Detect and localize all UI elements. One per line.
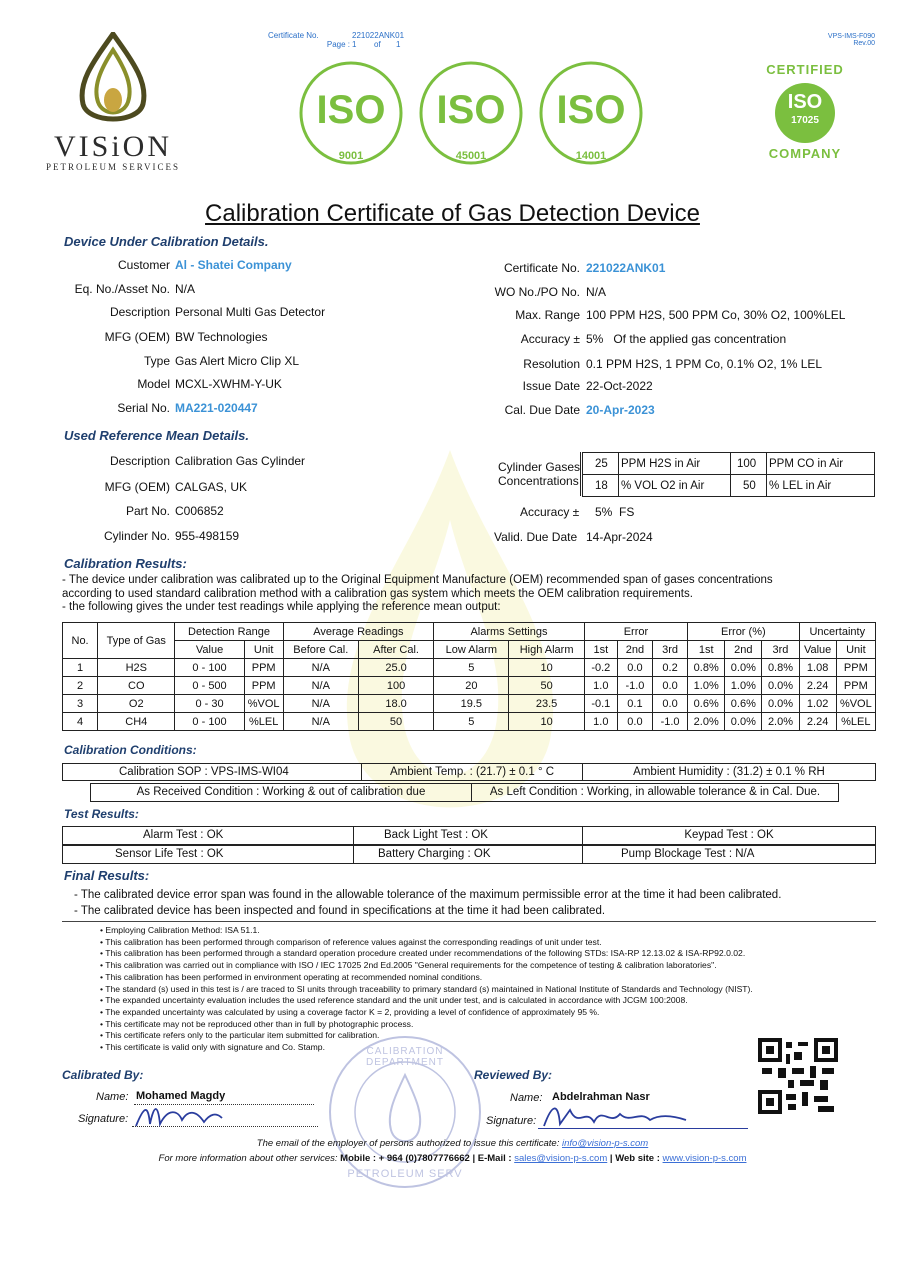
col-no: No. (63, 623, 98, 659)
tests-section-heading: Test Results: (64, 807, 139, 821)
detail-label: Cylinder No. (103, 529, 170, 543)
results-intro (62, 574, 862, 615)
col-uncertainty: Uncertainty (799, 623, 875, 641)
cell: 0.0% (762, 677, 799, 695)
cylinder-gases-table (582, 452, 875, 497)
reviewer-signature-icon (540, 1098, 690, 1130)
cell: 50 (509, 677, 584, 695)
test-battery: Battery Charging : OK (353, 845, 583, 864)
calibrator-signature-label: Signature: (78, 1113, 129, 1125)
gas-value: 25 (583, 453, 619, 475)
detail-value: Gas Alert Micro Clip XL (175, 354, 300, 368)
cell: 1.0% (725, 677, 762, 695)
cell: N/A (283, 695, 358, 713)
col-uvalue: Value (799, 641, 836, 659)
detail-label: Model (137, 377, 170, 391)
iso-badge-3 (532, 54, 650, 172)
intro-line: - The device under calibration was calibrated up to the Original Equipment Manufacture (OEM) recommended span of gases concentrations (62, 574, 773, 586)
calibrator-name-label: Name: (96, 1091, 129, 1103)
detail-value: Al - Shatei Company (175, 258, 292, 272)
footer-contact-line: For more information about other services: Mobile : + 964 (0)7807776662 | E-Mail : sales@vision-p-s.com | Web site : www.vision-p-s.com (158, 1153, 747, 1164)
detail-value: N/A (586, 285, 607, 299)
detail-label: Eq. No./Asset No. (74, 282, 170, 296)
cell: PPM (244, 659, 283, 677)
note-item: • This calibration has been performed through a standard operation procedure created under recommendations of the following STDs: ISA-RP 12.13.02 & ISA-RP92.0.02. (100, 948, 880, 960)
footer-web-label: Web site : (615, 1153, 660, 1164)
col-p1: 1st (688, 641, 725, 659)
detail-label: WO No./PO No. (494, 285, 580, 299)
final-line: - The calibrated device has been inspected and found in specifications at the time it had been calibrated. (74, 904, 606, 917)
cond-left: As Left Condition : Working, in allowable tolerance & in Cal. Due. (471, 783, 839, 802)
cell: 0 - 500 (175, 677, 244, 695)
detail-value: 0.1 PPM H2S, 1 PPM Co, 0.1% O2, 1% LEL (586, 357, 823, 371)
detail-value: 955-498159 (175, 529, 240, 543)
iso-number: 9001 (338, 150, 364, 162)
cell: 0 - 100 (175, 713, 244, 731)
cell: 1.02 (799, 695, 836, 713)
cell: 0.6% (725, 695, 762, 713)
cell: 20 (434, 677, 509, 695)
test-alarm: Alarm Test : OK (62, 826, 354, 845)
col-value: Value (175, 641, 244, 659)
cell: 0.0 (653, 695, 688, 713)
header-page-of: of (374, 40, 381, 49)
note-item: • This calibration has been performed through comparison of reference values against the corresponding readings of unit under test. (100, 937, 880, 949)
cell: 10 (509, 659, 584, 677)
reviewer-name: Abdelrahman Nasr (552, 1091, 650, 1103)
cylinder-label-2: Concentrations (498, 474, 579, 488)
cell: 1.0 (584, 713, 617, 731)
cell: 2 (63, 677, 98, 695)
detail-value: BW Technologies (175, 330, 268, 344)
cell: 18.0 (358, 695, 433, 713)
ref-accuracy-label: Accuracy ± (520, 505, 580, 519)
reviewed-by-heading: Reviewed By: (474, 1068, 553, 1082)
footer-email-prefix: The email of the employer of persons authorized to issue this certificate: (256, 1138, 560, 1149)
detail-label: Serial No. (117, 401, 170, 415)
test-keypad: Keypad Test : OK (582, 826, 876, 845)
table-row (63, 659, 876, 677)
cell: 0.0% (725, 659, 762, 677)
cond-humidity: Ambient Humidity : (31.2) ± 0.1 % RH (582, 763, 876, 781)
col-range: Detection Range (175, 623, 283, 641)
detail-value: 221022ANK01 (586, 261, 666, 275)
header-page-current: 1 (352, 40, 357, 49)
cell: 0.8% (762, 659, 799, 677)
iso-badge-2 (412, 54, 530, 172)
reviewer-signature-label: Signature: (486, 1115, 537, 1127)
cond-sop: Calibration SOP : VPS-IMS-WI04 (62, 763, 362, 781)
header-cert-value: 221022ANK01 (352, 31, 405, 40)
col-avg: Average Readings (283, 623, 434, 641)
cell: PPM (244, 677, 283, 695)
detail-value: 5% Of the applied gas concentration (586, 332, 787, 346)
cell: 25.0 (358, 659, 433, 677)
iso-label: ISO (556, 88, 626, 132)
ref-valid-value: 14-Apr-2024 (586, 530, 653, 544)
footer-email-line (0, 1138, 905, 1149)
col-e3: 3rd (653, 641, 688, 659)
footer-web[interactable]: www.vision-p-s.com (662, 1153, 747, 1164)
cell: 4 (63, 713, 98, 731)
iso-number: 14001 (575, 150, 607, 162)
cell: 2.0% (688, 713, 725, 731)
qr-code-icon (758, 1038, 838, 1114)
calibrated-by-heading: Calibrated By: (62, 1068, 144, 1082)
col-low: Low Alarm (434, 641, 509, 659)
col-e1: 1st (584, 641, 617, 659)
cell: %VOL (836, 695, 875, 713)
cell: N/A (283, 677, 358, 695)
stamp-top-text: CALIBRATION DEPARTMENT (366, 1046, 444, 1068)
detail-value: Calibration Gas Cylinder (175, 454, 306, 468)
results-body (63, 659, 876, 731)
cell: 1.08 (799, 659, 836, 677)
detail-value: 22-Oct-2022 (586, 379, 653, 393)
cond-received: As Received Condition : Working & out of calibration due (90, 783, 472, 802)
detail-label: Max. Range (515, 308, 580, 322)
header-cert-label: Certificate No. (268, 31, 319, 40)
cell: PPM (836, 659, 875, 677)
col-alarms: Alarms Settings (434, 623, 585, 641)
detail-label: Resolution (523, 357, 580, 371)
detail-value: C006852 (175, 504, 224, 518)
stamp-bottom-text: PETROLEUM SERV (347, 1168, 463, 1180)
col-type: Type of Gas (98, 623, 175, 659)
cell: 19.5 (434, 695, 509, 713)
col-p2: 2nd (725, 641, 762, 659)
detail-value: N/A (175, 282, 196, 296)
gas-text: % VOL O2 in Air (619, 475, 731, 497)
test-pump: Pump Blockage Test : N/A (582, 845, 876, 864)
cell: 5 (434, 713, 509, 731)
cell: %LEL (836, 713, 875, 731)
company-logo (38, 32, 188, 172)
header-cert-info (268, 31, 428, 49)
certified-bottom: COMPANY (768, 146, 842, 161)
cell: %VOL (244, 695, 283, 713)
col-error: Error (584, 623, 687, 641)
cell: 0.0 (617, 659, 652, 677)
detail-label: Issue Date (522, 379, 580, 393)
cell: -1.0 (617, 677, 652, 695)
cell: %LEL (244, 713, 283, 731)
gas-value: 50 (731, 475, 767, 497)
footer-mobile: Mobile : + 964 (0)7807776662 (340, 1153, 470, 1164)
table-row (63, 713, 876, 731)
detail-label: Part No. (125, 504, 170, 518)
note-item: • Employing Calibration Method: ISA 51.1. (100, 925, 880, 937)
col-e2: 2nd (617, 641, 652, 659)
doc-code: VPS-IMS-F090 (827, 33, 875, 40)
intro-line: - the following gives the under test readings while applying the reference mean output: (62, 601, 501, 613)
cell: 10 (509, 713, 584, 731)
gas-value: 100 (731, 453, 767, 475)
detail-label: Description (109, 454, 170, 468)
cell: 2.24 (799, 713, 836, 731)
col-before: Before Cal. (283, 641, 358, 659)
detail-value: 100 PPM H2S, 500 PPM Co, 30% O2, 100%LEL (586, 308, 846, 322)
cell: 23.5 (509, 695, 584, 713)
detail-value: Personal Multi Gas Detector (175, 305, 326, 319)
cell: 0.2 (653, 659, 688, 677)
note-item: • The standard (s) used in this test is / are traced to SI units through traceability to primary standard (s) maintained in National Institute of Standards and Technology (NIST). (100, 984, 880, 996)
cell: 3 (63, 695, 98, 713)
cylinder-label-1: Cylinder Gases (498, 460, 581, 474)
cell: 0.6% (688, 695, 725, 713)
test-sensor: Sensor Life Test : OK (62, 845, 354, 864)
detail-value: CALGAS, UK (175, 480, 248, 494)
footer-contact-prefix: For more information about other services: (158, 1153, 338, 1164)
cell: 50 (358, 713, 433, 731)
col-after: After Cal. (358, 641, 433, 659)
reference-section-heading: Used Reference Mean Details. (64, 428, 249, 443)
cell: CO (98, 677, 175, 695)
notes-divider (62, 921, 876, 922)
ref-valid-label: Valid. Due Date (494, 530, 578, 544)
cell: 2.0% (762, 713, 799, 731)
calibrator-name: Mohamed Magdy (136, 1090, 226, 1102)
col-error-pct: Error (%) (688, 623, 799, 641)
detail-label: MFG (OEM) (104, 480, 170, 494)
final-section-heading: Final Results: (64, 868, 150, 883)
note-item: • This certificate refers only to the particular item submitted for calibration. (100, 1030, 880, 1042)
department-stamp (325, 1030, 485, 1195)
cell: 1 (63, 659, 98, 677)
iso-label: ISO (436, 88, 506, 132)
page-title: Calibration Certificate of Gas Detection Device (205, 200, 700, 227)
notes-list (100, 925, 880, 1054)
logo-flame-icon (38, 32, 188, 127)
calibrator-signature-icon (134, 1098, 224, 1130)
iso-number: 45001 (455, 150, 487, 162)
cell: N/A (283, 659, 358, 677)
header-doc-code (828, 33, 875, 47)
ref-accuracy-value: 5% FS (595, 505, 635, 519)
cell: 0.1 (617, 695, 652, 713)
col-p3: 3rd (762, 641, 799, 659)
cell: PPM (836, 677, 875, 695)
cell: 0.0 (617, 713, 652, 731)
reviewer-name-label: Name: (510, 1092, 543, 1104)
cell: 0.0% (762, 695, 799, 713)
detail-label: Cal. Due Date (504, 403, 580, 417)
detail-label: Description (109, 305, 170, 319)
cell: CH4 (98, 713, 175, 731)
detail-label: Customer (117, 258, 170, 272)
cell: -0.2 (584, 659, 617, 677)
gas-text: PPM H2S in Air (619, 453, 731, 475)
col-high: High Alarm (509, 641, 584, 659)
iso-label: ISO (316, 88, 386, 132)
cond-temp: Ambient Temp. : (21.7) ± 0.1 ° C (361, 763, 583, 781)
note-item: • This calibration has been performed in environment operating at recommended nominal conditions. (100, 972, 880, 984)
detail-value: 20-Apr-2023 (586, 403, 655, 417)
table-row (63, 695, 876, 713)
note-item: • This calibration was carried out in compliance with ISO / IEC 17025 2nd Ed.2005 "General requirements for the competence of testing & calibration laboratories". (100, 960, 880, 972)
cell: -1.0 (653, 713, 688, 731)
iso-badge-1 (292, 54, 410, 172)
col-unit: Unit (244, 641, 283, 659)
test-backlight: Back Light Test : OK (353, 826, 583, 845)
detail-label: Certificate No. (503, 261, 580, 275)
logo-name: VISiON (53, 130, 172, 163)
table-row (63, 677, 876, 695)
cell: 100 (358, 677, 433, 695)
cell: 0.0 (653, 677, 688, 695)
results-table (62, 622, 876, 731)
cell: 0 - 100 (175, 659, 244, 677)
note-item: • This certificate may not be reproduced other than in full by photographic process. (100, 1019, 880, 1031)
detail-value: MA221-020447 (175, 401, 258, 415)
detail-label: Type (143, 354, 170, 368)
conditions-section-heading: Calibration Conditions: (64, 743, 197, 757)
intro-line: according to used standard calibration method with a calibration gas system which meets the OEM calibration requirements. (62, 587, 693, 600)
cell: 5 (434, 659, 509, 677)
note-item: • The expanded uncertainty evaluation includes the used reference standard and the unit under test, and is calculated in accordance with JCGM 100:2008. (100, 995, 880, 1007)
doc-rev: Rev.00 (853, 40, 875, 47)
detail-label: Accuracy ± (520, 332, 580, 346)
detail-label: MFG (OEM) (104, 330, 170, 344)
certified-top: CERTIFIED (766, 62, 844, 77)
cell: H2S (98, 659, 175, 677)
footer-email-label: E-Mail : (477, 1153, 512, 1164)
final-results (74, 888, 874, 919)
device-section-heading: Device Under Calibration Details. (64, 234, 269, 249)
gas-text: PPM CO in Air (767, 453, 875, 475)
cell: 2.24 (799, 677, 836, 695)
header-page-label: Page : (326, 40, 350, 49)
gas-text: % LEL in Air (767, 475, 875, 497)
cell: O2 (98, 695, 175, 713)
cell: 0 - 30 (175, 695, 244, 713)
cell: 0.8% (688, 659, 725, 677)
header-page-total: 1 (396, 40, 401, 49)
cell: 1.0% (688, 677, 725, 695)
detail-value: MCXL-XWHM-Y-UK (175, 377, 282, 391)
certified-label: ISO (787, 91, 823, 113)
note-item: • This certificate is valid only with signature and Co. Stamp. (100, 1042, 880, 1054)
footer-email-link[interactable]: info@vision-p-s.com (562, 1138, 649, 1149)
cell: -0.1 (584, 695, 617, 713)
note-item: • The expanded uncertainty was calculated by using a coverage factor K = 2, providing a level of confidence of approximately 95 %. (100, 1007, 880, 1019)
gas-value: 18 (583, 475, 619, 497)
col-uunit: Unit (836, 641, 875, 659)
final-line: - The calibrated device error span was found in the allowable tolerance of the maximum permissible error at the time it had been calibrated. (74, 889, 782, 901)
cylinder-gases (494, 452, 884, 502)
cell: 1.0 (584, 677, 617, 695)
certified-number: 17025 (791, 115, 819, 126)
cell: 0.0% (725, 713, 762, 731)
certified-badge (750, 58, 860, 168)
footer-email[interactable]: sales@vision-p-s.com (514, 1153, 608, 1164)
results-section-heading: Calibration Results: (64, 556, 187, 571)
logo-subtitle: PETROLEUM SERVICES (45, 162, 181, 172)
cell: N/A (283, 713, 358, 731)
